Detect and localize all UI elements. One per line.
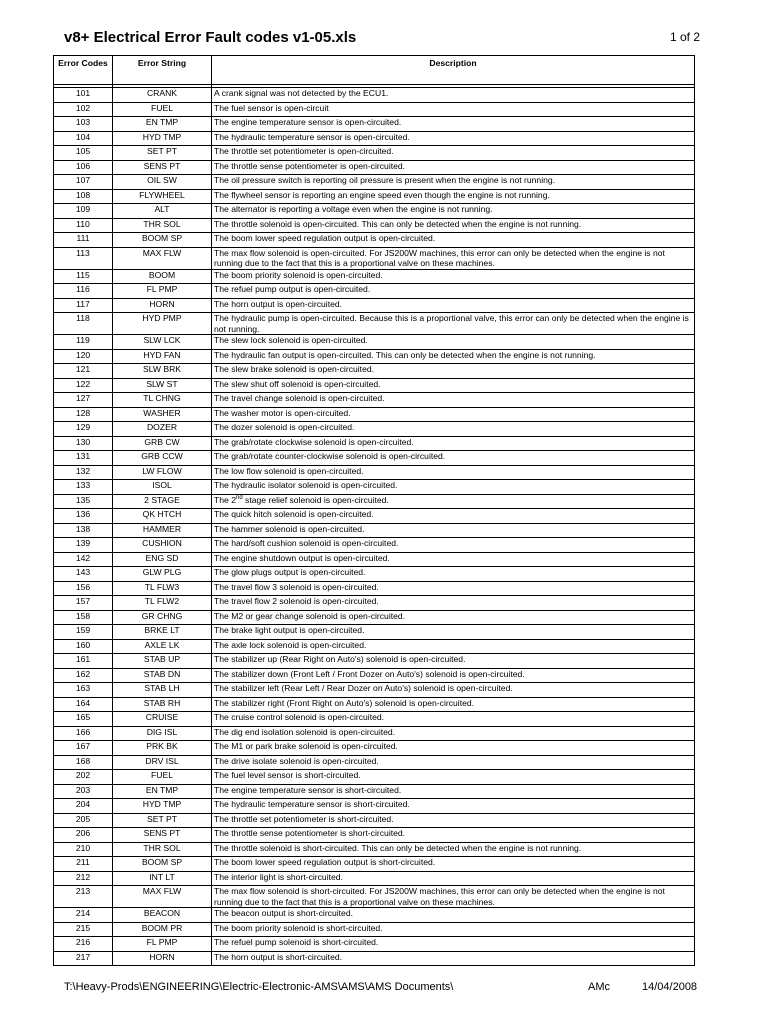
table-row — [54, 625, 695, 640]
error-string-cell: SENS PT — [113, 828, 212, 843]
description-cell: The flywheel sensor is reporting an engine speed even though the engine is not running. — [212, 189, 695, 204]
error-code-cell: 206 — [54, 828, 113, 843]
error-code-cell: 122 — [54, 378, 113, 393]
error-code-cell: 210 — [54, 842, 113, 857]
error-string-cell: HAMMER — [113, 523, 212, 538]
description-cell: The dig end isolation solenoid is open-circuited. — [212, 726, 695, 741]
table-row — [54, 465, 695, 480]
description-cell: The hard/soft cushion solenoid is open-circuited. — [212, 538, 695, 553]
table-row — [54, 117, 695, 132]
table-row — [54, 567, 695, 582]
error-string-cell: BOOM — [113, 269, 212, 284]
error-code-cell: 113 — [54, 247, 113, 269]
error-code-cell: 142 — [54, 552, 113, 567]
error-string-cell: QK HTCH — [113, 509, 212, 524]
error-string-cell: FLYWHEEL — [113, 189, 212, 204]
error-string-cell: HORN — [113, 951, 212, 966]
table-row — [54, 349, 695, 364]
error-string-cell: SET PT — [113, 146, 212, 161]
description-cell: The interior light is short-circuited. — [212, 871, 695, 886]
table-row — [54, 799, 695, 814]
description-cell: The hydraulic fan output is open-circuited. This can only be detected when the engine is not running. — [212, 349, 695, 364]
table-row — [54, 378, 695, 393]
error-code-cell: 136 — [54, 509, 113, 524]
error-code-cell: 156 — [54, 581, 113, 596]
error-code-cell: 139 — [54, 538, 113, 553]
table-row — [54, 436, 695, 451]
error-code-cell: 203 — [54, 784, 113, 799]
error-string-cell: THR SOL — [113, 842, 212, 857]
table-row — [54, 422, 695, 437]
error-string-cell: TL FLW2 — [113, 596, 212, 611]
page-number: 1 of 2 — [669, 30, 700, 44]
table-row — [54, 784, 695, 799]
description-cell: The alternator is reporting a voltage even when the engine is not running. — [212, 204, 695, 219]
error-string-cell: SLW LCK — [113, 335, 212, 350]
table-row — [54, 284, 695, 299]
table-row — [54, 298, 695, 313]
description-cell: The throttle sense potentiometer is short-circuited. — [212, 828, 695, 843]
description-cell: The refuel pump solenoid is short-circuited. — [212, 937, 695, 952]
description-cell: The hydraulic pump is open-circuited. Because this is a proportional valve, this error can only be detected when the engine is not running. — [212, 313, 695, 335]
error-code-cell: 107 — [54, 175, 113, 190]
description-cell: The travel flow 2 solenoid is open-circuited. — [212, 596, 695, 611]
table-row — [54, 951, 695, 966]
error-string-cell: PRK BK — [113, 741, 212, 756]
table-row — [54, 654, 695, 669]
error-string-cell: STAB LH — [113, 683, 212, 698]
description-cell: The hydraulic isolator solenoid is open-circuited. — [212, 480, 695, 495]
table-row — [54, 451, 695, 466]
description-cell: The M1 or park brake solenoid is open-circuited. — [212, 741, 695, 756]
error-code-cell: 204 — [54, 799, 113, 814]
error-string-cell: THR SOL — [113, 218, 212, 233]
table-row — [54, 538, 695, 553]
error-string-cell: GRB CW — [113, 436, 212, 451]
error-code-cell: 157 — [54, 596, 113, 611]
table-row — [54, 480, 695, 495]
error-string-cell: CRANK — [113, 88, 212, 103]
error-code-cell: 120 — [54, 349, 113, 364]
error-string-cell: GR CHNG — [113, 610, 212, 625]
error-code-cell: 163 — [54, 683, 113, 698]
table-row — [54, 269, 695, 284]
table-row — [54, 204, 695, 219]
description-cell: The drive isolate solenoid is open-circuited. — [212, 755, 695, 770]
error-code-cell: 110 — [54, 218, 113, 233]
error-code-cell: 217 — [54, 951, 113, 966]
description-superscript: nd — [235, 494, 243, 501]
description-cell: A crank signal was not detected by the ECU1. — [212, 88, 695, 103]
description-cell: The max flow solenoid is open-circuited. For JS200W machines, this error can only be detected when the engine is not running due to the fact that this is a proportional valve on these machines. — [212, 247, 695, 269]
error-code-cell: 167 — [54, 741, 113, 756]
error-code-cell: 164 — [54, 697, 113, 712]
footer-author: AMc — [588, 981, 610, 993]
error-code-cell: 215 — [54, 922, 113, 937]
error-code-cell: 111 — [54, 233, 113, 248]
table-row — [54, 755, 695, 770]
error-string-cell: 2 STAGE — [113, 494, 212, 509]
error-string-cell: FUEL — [113, 102, 212, 117]
description-cell: The oil pressure switch is reporting oil pressure is present when the engine is not running. — [212, 175, 695, 190]
table-body — [54, 85, 695, 966]
error-string-cell: OIL SW — [113, 175, 212, 190]
description-cell: The engine temperature sensor is short-circuited. — [212, 784, 695, 799]
description-cell: The throttle set potentiometer is open-circuited. — [212, 146, 695, 161]
description-cell — [212, 494, 695, 509]
table-row — [54, 218, 695, 233]
description-cell: The max flow solenoid is short-circuited. For JS200W machines, this error can only be detected when the engine is not running due to the fact that this is a proportional valve on these machines. — [212, 886, 695, 908]
footer-date: 14/04/2008 — [642, 981, 698, 993]
description-cell: The horn output is open-circuited. — [212, 298, 695, 313]
table-row — [54, 922, 695, 937]
description-cell: The boom lower speed regulation output is open-circuited. — [212, 233, 695, 248]
error-code-cell: 211 — [54, 857, 113, 872]
table-row — [54, 364, 695, 379]
document-title: v8+ Electrical Error Fault codes v1-05.xls — [64, 29, 357, 46]
description-cell: The hydraulic temperature sensor is open-circuited. — [212, 131, 695, 146]
description-cell: The throttle sense potentiometer is open-circuited. — [212, 160, 695, 175]
error-string-cell: WASHER — [113, 407, 212, 422]
description-cell: The washer motor is open-circuited. — [212, 407, 695, 422]
error-code-cell: 160 — [54, 639, 113, 654]
error-code-cell: 130 — [54, 436, 113, 451]
description-cell: The fuel level sensor is short-circuited. — [212, 770, 695, 785]
error-string-cell: CUSHION — [113, 538, 212, 553]
description-cell: The engine temperature sensor is open-circuited. — [212, 117, 695, 132]
error-code-cell: 213 — [54, 886, 113, 908]
table-row — [54, 770, 695, 785]
table-row — [54, 523, 695, 538]
description-cell: The throttle solenoid is open-circuited. This can only be detected when the engine is not running. — [212, 218, 695, 233]
description-text: stage relief solenoid is open-circuited. — [242, 494, 389, 505]
description-cell: The boom priority solenoid is open-circuited. — [212, 269, 695, 284]
table-row — [54, 233, 695, 248]
error-code-cell: 121 — [54, 364, 113, 379]
error-code-cell: 214 — [54, 908, 113, 923]
error-code-cell: 212 — [54, 871, 113, 886]
table-row — [54, 189, 695, 204]
description-text: The 2 — [214, 494, 236, 505]
error-code-cell: 115 — [54, 269, 113, 284]
error-string-cell: EN TMP — [113, 784, 212, 799]
table-row — [54, 712, 695, 727]
table-row — [54, 146, 695, 161]
error-code-cell: 132 — [54, 465, 113, 480]
description-cell: The horn output is short-circuited. — [212, 951, 695, 966]
error-code-cell: 127 — [54, 393, 113, 408]
table-row — [54, 247, 695, 269]
error-string-cell: ALT — [113, 204, 212, 219]
error-string-cell: HYD PMP — [113, 313, 212, 335]
error-string-cell: TL CHNG — [113, 393, 212, 408]
description-cell: The travel flow 3 solenoid is open-circuited. — [212, 581, 695, 596]
table-row — [54, 407, 695, 422]
error-code-cell: 102 — [54, 102, 113, 117]
description-cell: The boom priority solenoid is short-circuited. — [212, 922, 695, 937]
table-row — [54, 581, 695, 596]
fault-code-table — [53, 55, 695, 966]
error-string-cell: STAB UP — [113, 654, 212, 669]
table-row — [54, 828, 695, 843]
description-cell: The cruise control solenoid is open-circuited. — [212, 712, 695, 727]
error-string-cell: BOOM SP — [113, 233, 212, 248]
error-string-cell: INT LT — [113, 871, 212, 886]
error-string-cell: MAX FLW — [113, 886, 212, 908]
error-string-cell: BEACON — [113, 908, 212, 923]
error-code-cell: 165 — [54, 712, 113, 727]
error-string-cell: SLW ST — [113, 378, 212, 393]
description-cell: The boom lower speed regulation output is short-circuited. — [212, 857, 695, 872]
error-string-cell: ENG SD — [113, 552, 212, 567]
table-row — [54, 726, 695, 741]
table-row — [54, 393, 695, 408]
table-row — [54, 102, 695, 117]
table-header-row — [54, 56, 695, 85]
description-cell: The throttle set potentiometer is short-circuited. — [212, 813, 695, 828]
table-row — [54, 131, 695, 146]
error-code-cell: 106 — [54, 160, 113, 175]
error-string-cell: ISOL — [113, 480, 212, 495]
error-string-cell: DOZER — [113, 422, 212, 437]
error-string-cell: GLW PLG — [113, 567, 212, 582]
error-string-cell: MAX FLW — [113, 247, 212, 269]
error-string-cell: GRB CCW — [113, 451, 212, 466]
error-code-cell: 161 — [54, 654, 113, 669]
error-code-cell: 168 — [54, 755, 113, 770]
error-string-cell: BOOM PR — [113, 922, 212, 937]
error-string-cell: FL PMP — [113, 937, 212, 952]
table-row — [54, 335, 695, 350]
table-row — [54, 937, 695, 952]
table-row — [54, 668, 695, 683]
error-code-cell: 162 — [54, 668, 113, 683]
column-header-error-codes: Error Codes — [54, 56, 113, 85]
error-string-cell: DRV ISL — [113, 755, 212, 770]
error-string-cell: SET PT — [113, 813, 212, 828]
error-string-cell: EN TMP — [113, 117, 212, 132]
description-cell: The stabilizer down (Front Left / Front Dozer on Auto's) solenoid is open-circuited. — [212, 668, 695, 683]
table-row — [54, 871, 695, 886]
description-cell: The travel change solenoid is open-circuited. — [212, 393, 695, 408]
table-row — [54, 175, 695, 190]
description-cell: The stabilizer up (Rear Right on Auto's) solenoid is open-circuited. — [212, 654, 695, 669]
error-string-cell: BRKE LT — [113, 625, 212, 640]
error-string-cell: AXLE LK — [113, 639, 212, 654]
error-code-cell: 105 — [54, 146, 113, 161]
table-row — [54, 813, 695, 828]
description-cell: The M2 or gear change solenoid is open-circuited. — [212, 610, 695, 625]
error-code-cell: 166 — [54, 726, 113, 741]
table-row — [54, 857, 695, 872]
error-code-cell: 117 — [54, 298, 113, 313]
table-row — [54, 494, 695, 509]
error-code-cell: 108 — [54, 189, 113, 204]
error-string-cell: FL PMP — [113, 284, 212, 299]
error-string-cell: TL FLW3 — [113, 581, 212, 596]
column-header-error-string: Error String — [113, 56, 212, 85]
error-code-cell: 135 — [54, 494, 113, 509]
description-cell: The refuel pump output is open-circuited. — [212, 284, 695, 299]
description-cell: The slew brake solenoid is open-circuited. — [212, 364, 695, 379]
error-string-cell: HYD TMP — [113, 131, 212, 146]
error-code-cell: 118 — [54, 313, 113, 335]
error-string-cell: STAB RH — [113, 697, 212, 712]
error-string-cell: STAB DN — [113, 668, 212, 683]
table-row — [54, 683, 695, 698]
error-string-cell: SENS PT — [113, 160, 212, 175]
table-row — [54, 886, 695, 908]
table-row — [54, 313, 695, 335]
error-string-cell: HORN — [113, 298, 212, 313]
table-row — [54, 160, 695, 175]
table-row — [54, 509, 695, 524]
error-code-cell: 128 — [54, 407, 113, 422]
description-cell: The quick hitch solenoid is open-circuited. — [212, 509, 695, 524]
description-cell: The grab/rotate clockwise solenoid is open-circuited. — [212, 436, 695, 451]
error-code-cell: 101 — [54, 88, 113, 103]
error-string-cell: HYD FAN — [113, 349, 212, 364]
table-row — [54, 908, 695, 923]
error-code-cell: 159 — [54, 625, 113, 640]
table-row — [54, 610, 695, 625]
description-cell: The throttle solenoid is short-circuited. This can only be detected when the engine is not running. — [212, 842, 695, 857]
description-cell: The low flow solenoid is open-circuited. — [212, 465, 695, 480]
description-cell: The slew shut off solenoid is open-circuited. — [212, 378, 695, 393]
description-cell: The axle lock solenoid is open-circuited. — [212, 639, 695, 654]
error-string-cell: FUEL — [113, 770, 212, 785]
table-row — [54, 639, 695, 654]
error-code-cell: 216 — [54, 937, 113, 952]
description-cell: The glow plugs output is open-circuited. — [212, 567, 695, 582]
error-code-cell: 131 — [54, 451, 113, 466]
error-code-cell: 129 — [54, 422, 113, 437]
error-code-cell: 158 — [54, 610, 113, 625]
error-string-cell: BOOM SP — [113, 857, 212, 872]
description-cell: The hammer solenoid is open-circuited. — [212, 523, 695, 538]
error-code-cell: 104 — [54, 131, 113, 146]
table-row — [54, 842, 695, 857]
description-cell: The engine shutdown output is open-circuited. — [212, 552, 695, 567]
table-row — [54, 596, 695, 611]
error-code-cell: 138 — [54, 523, 113, 538]
error-code-cell: 116 — [54, 284, 113, 299]
column-header-description: Description — [212, 56, 695, 85]
error-string-cell: SLW BRK — [113, 364, 212, 379]
error-code-cell: 205 — [54, 813, 113, 828]
table-row — [54, 552, 695, 567]
error-code-cell: 103 — [54, 117, 113, 132]
error-code-cell: 143 — [54, 567, 113, 582]
description-cell: The stabilizer right (Front Right on Auto's) solenoid is open-circuited. — [212, 697, 695, 712]
error-string-cell: CRUISE — [113, 712, 212, 727]
description-cell: The grab/rotate counter-clockwise solenoid is open-circuited. — [212, 451, 695, 466]
error-string-cell: DIG ISL — [113, 726, 212, 741]
description-cell: The slew lock solenoid is open-circuited. — [212, 335, 695, 350]
error-string-cell: LW FLOW — [113, 465, 212, 480]
description-cell: The fuel sensor is open-circuit — [212, 102, 695, 117]
description-cell: The brake light output is open-circuited. — [212, 625, 695, 640]
description-cell: The hydraulic temperature sensor is short-circuited. — [212, 799, 695, 814]
error-code-cell: 119 — [54, 335, 113, 350]
table-row — [54, 88, 695, 103]
error-string-cell: HYD TMP — [113, 799, 212, 814]
error-code-cell: 202 — [54, 770, 113, 785]
table-row — [54, 741, 695, 756]
footer-file-path: T:\Heavy-Prods\ENGINEERING\Electric-Electronic-AMS\AMS\AMS Documents\ — [64, 981, 454, 993]
description-cell: The stabilizer left (Rear Left / Rear Dozer on Auto's) solenoid is open-circuited. — [212, 683, 695, 698]
description-cell: The dozer solenoid is open-circuited. — [212, 422, 695, 437]
description-cell: The beacon output is short-circuited. — [212, 908, 695, 923]
error-code-cell: 109 — [54, 204, 113, 219]
error-code-cell: 133 — [54, 480, 113, 495]
table-row — [54, 697, 695, 712]
